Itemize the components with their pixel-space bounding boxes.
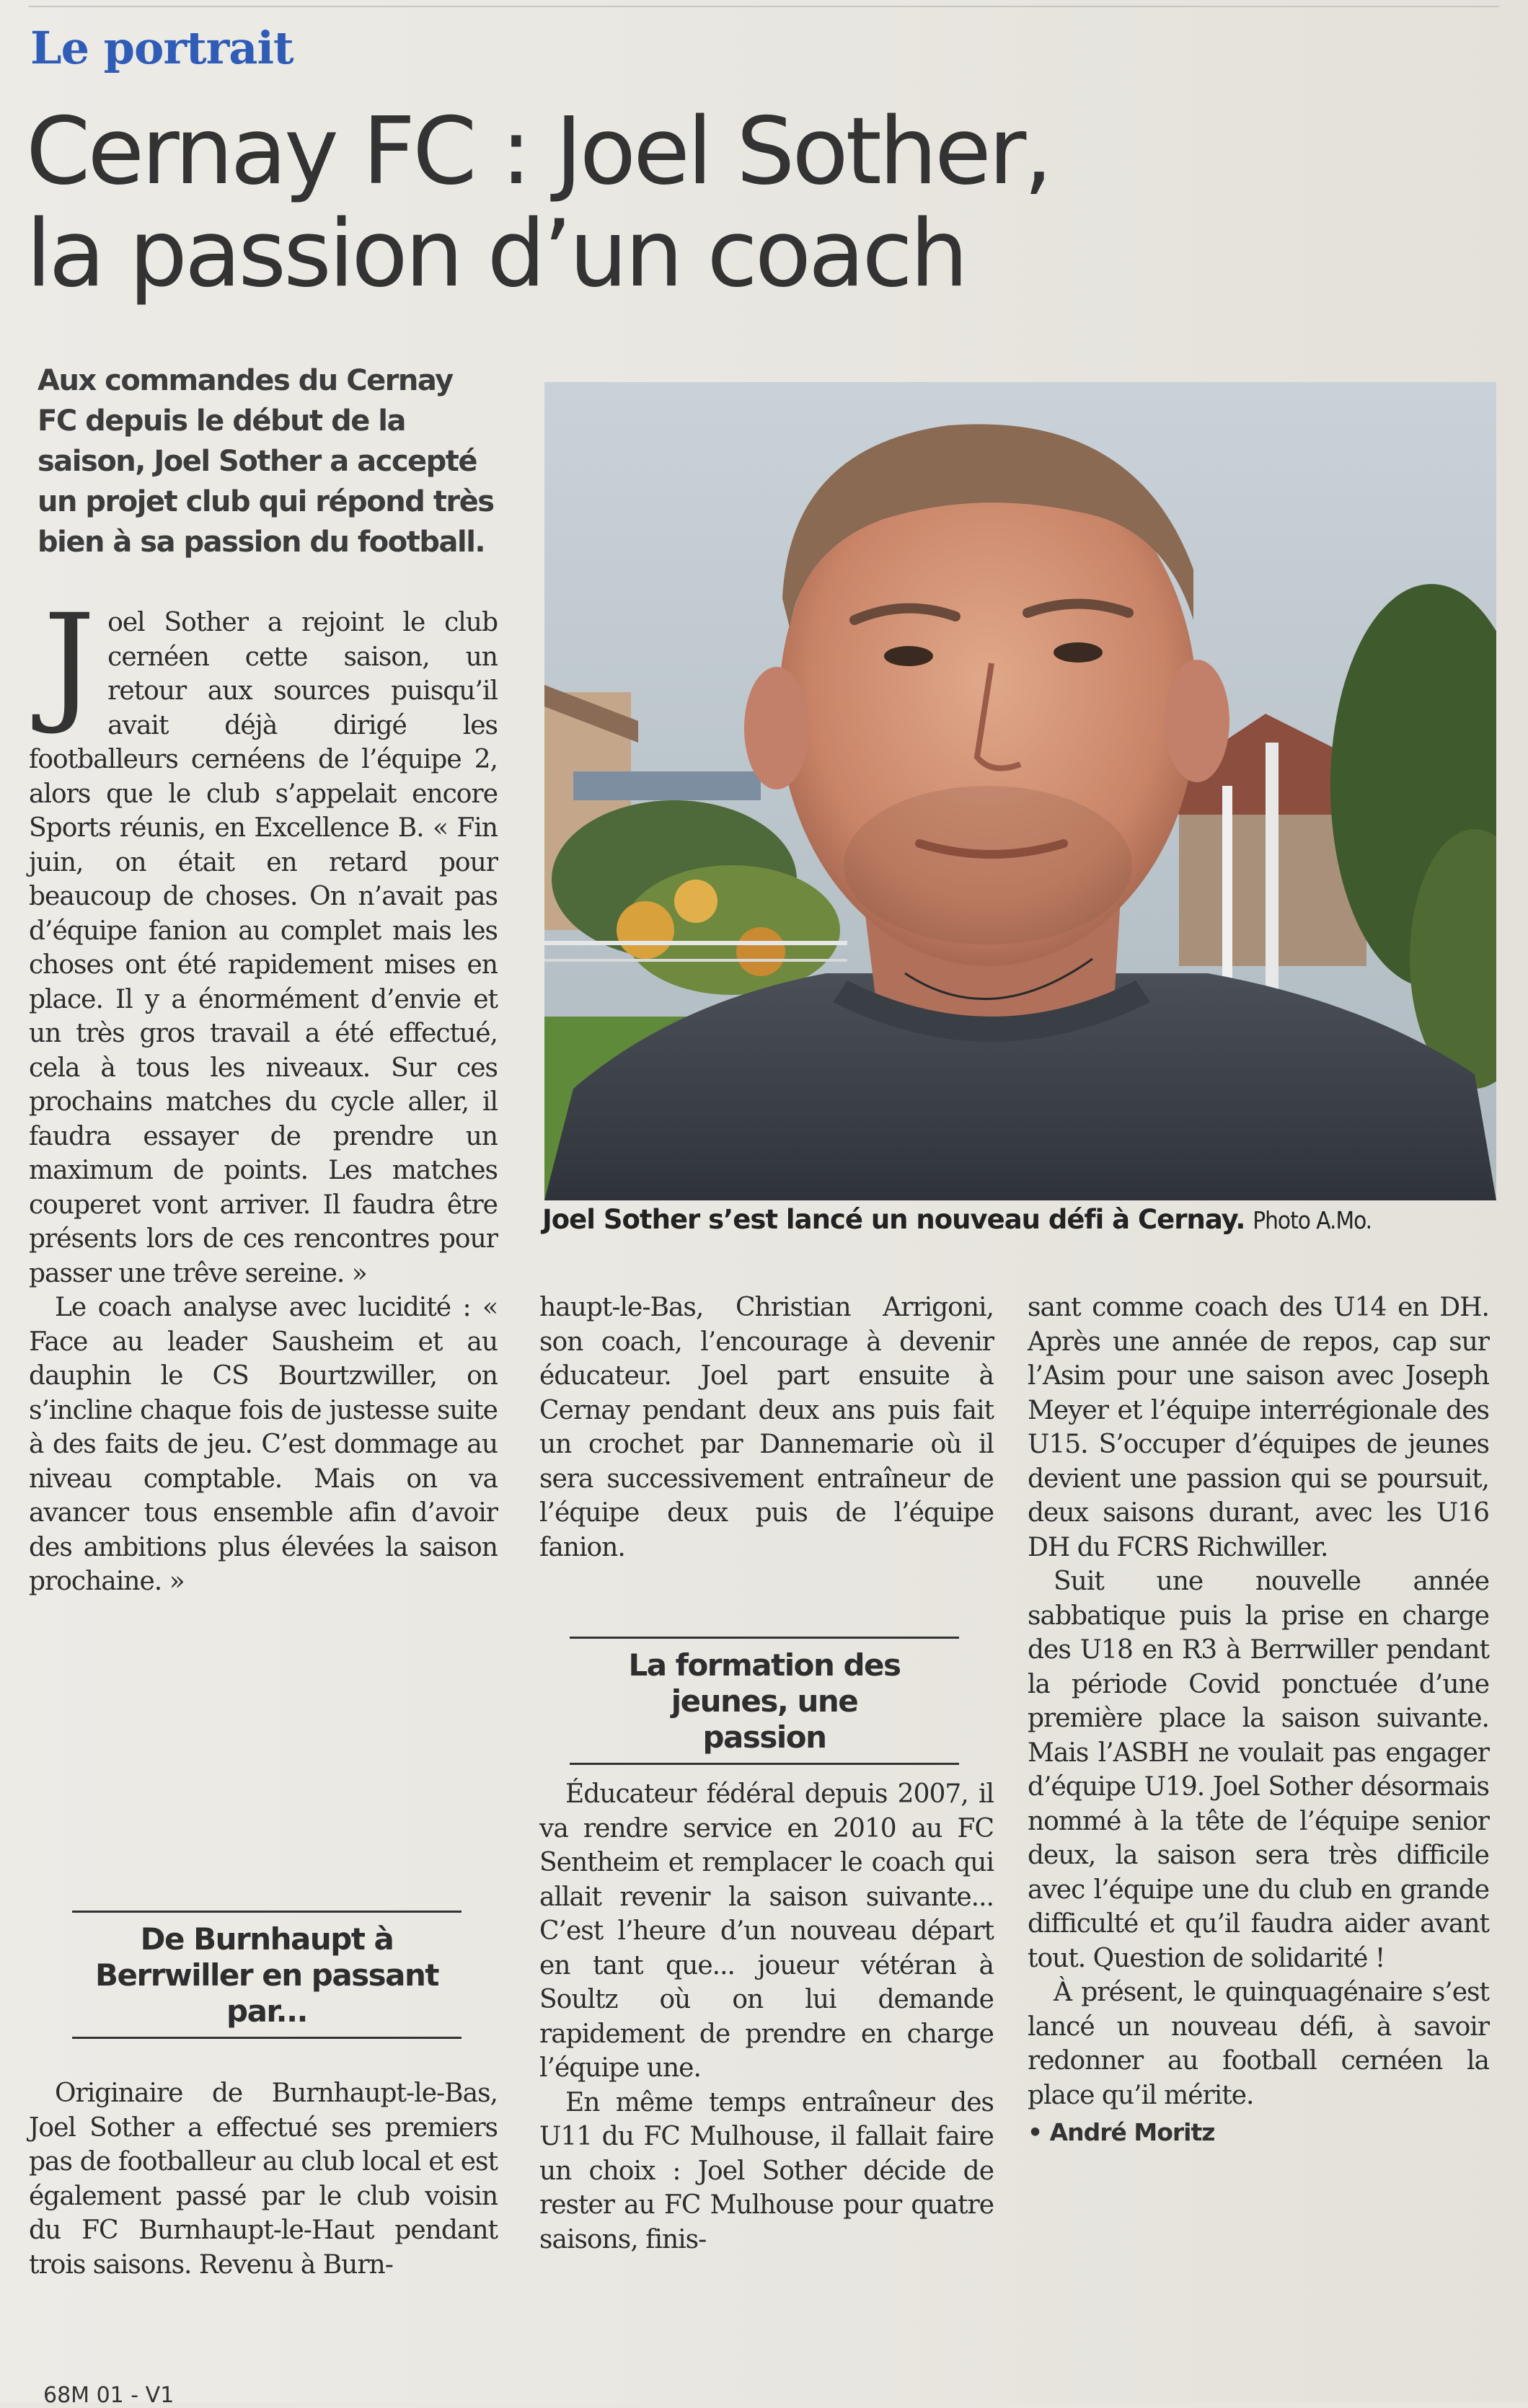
paragraph: haupt-le-Bas, Christian Arrigoni, son coach, l’encourage à devenir éducateur. Joel part ensuite à Cernay pendant deux ans puis fait un crochet par Dannemarie où il sera successivement entraîneur de l’équipe deux puis de l’équipe fanion. xyxy=(539,1293,994,1562)
page-footer-code: 68M 01 - V1 xyxy=(43,2383,175,2408)
section-label: Le portrait xyxy=(30,22,293,74)
caption-text: Joel Sother s’est lancé un nouveau défi à Cernay. xyxy=(542,1204,1245,1235)
top-rule xyxy=(29,6,1499,7)
column-1-continued xyxy=(29,2076,498,2282)
headline-line-2: la passion d’un coach xyxy=(26,200,966,308)
portrait-photo xyxy=(544,382,1496,1200)
paragraph: Le coach analyse avec lucidité : « Face au leader Sausheim et au dauphin le CS Bourtzwiller, on s’incline chaque fois de justesse suite à des faits de jeu. C’est dommage au niveau comptable. Mais on va avancer tous ensemble afin d’avoir des ambitions plus élevées la saison prochaine. » xyxy=(29,1293,498,1596)
paragraph: À présent, le quinquagénaire s’est lancé un nouveau défi, à savoir redonner au football cernéen la place qu’il mérite. xyxy=(1028,1978,1489,2110)
paragraph: Originaire de Burnhaupt-le-Bas, Joel Sother a effectué ses premiers pas de footballeur au club local et est également passé par le club voisin du FC Burnhaupt-le-Haut pendant trois saisons. Revenu à Burn- xyxy=(29,2079,498,2280)
subhead-rule xyxy=(72,2037,462,2039)
paragraph: En même temps entraîneur des U11 du FC Mulhouse, il fallait faire un choix : Joel Sother décide de rester au FC Mulhouse pour quatre saisons, finis- xyxy=(539,2087,994,2254)
subhead-rule xyxy=(570,1763,959,1765)
column-2 xyxy=(539,1291,994,1564)
subhead-text: La formation des jeunes, une passion xyxy=(628,1647,901,1755)
photo-caption xyxy=(542,1204,1509,1235)
paragraph: sant comme coach des U14 en DH. Après une année de repos, cap sur l’Asim pour une saison avec Joseph Meyer et l’équipe interrégionale des U15. S’occuper d’équipes de jeunes devient une passion qui se poursuit, deux saisons durant, avec les U16 DH du FCRS Richwiller. xyxy=(1028,1293,1489,1562)
column-2-continued xyxy=(539,1777,994,2257)
column-1 xyxy=(29,587,498,1599)
headline xyxy=(26,98,1288,308)
subhead-formation xyxy=(570,1637,959,1765)
subhead-burnhaupt xyxy=(72,1911,462,2039)
column-3 xyxy=(1028,1291,1489,2150)
paragraph: Suit une nouvelle année sabbatique puis la prise en charge des U18 en R3 à Berrwiller pendant la période Covid ponctuée d’une première place la saison suivante. Mais l’ASBH ne voulait pas engager d’équipe U19. Joel Sother désormais nommé à la tête de l’équipe senior deux, la saison sera très difficile avec l’équipe une du club en grande difficulté et qu’il faudra aider avant tout. Question de solidarité ! xyxy=(1028,1567,1489,1973)
headline-line-1: Cernay FC : Joel Sother, xyxy=(26,98,1050,205)
byline: • André Moritz xyxy=(1028,2118,1215,2146)
opening-paragraph xyxy=(29,587,498,1291)
lede: Aux commandes du Cernay FC depuis le début de la saison, Joel Sother a accepté un projet club qui répond très bien à sa passion du football. xyxy=(37,364,494,559)
subhead-text: De Burnhaupt à Berrwiller en passant par... xyxy=(95,1921,438,2029)
paragraph: Éducateur fédéral depuis 2007, il va rendre service en 2010 au FC Sentheim et remplacer le coach qui allait revenir la saison suivante... C’est l’heure d’un nouveau départ en tant que... joueur vétéran à Soultz où on lui demande rapidement de prendre en charge l’équipe une. xyxy=(539,1779,994,2083)
drop-cap: J xyxy=(43,587,95,738)
paragraph: oel Sother a rejoint le club cernéen cette saison, un retour aux sources puisqu’il avait déjà dirigé les footballeurs cernéens de l’équipe 2, alors que le club s’appelait encore Sports réunis, en Excellence B. « Fin juin, on était en retard pour beaucoup de choses. On n’avait pas d’équipe fanion au complet mais les choses ont été rapidement mises en place. Il y a énormément d’envie et un très gros travail a été effectué, cela à tous les niveaux. Sur ces prochains matches du cycle aller, il faudra essayer de prendre un maximum de points. Les matches couperet vont arriver. Il faudra être présents lors de ces rencontres pour passer une trêve sereine. » xyxy=(29,608,498,1288)
portrait-illustration xyxy=(544,382,1496,1200)
photo-credit: Photo A.Mo. xyxy=(1253,1206,1372,1234)
